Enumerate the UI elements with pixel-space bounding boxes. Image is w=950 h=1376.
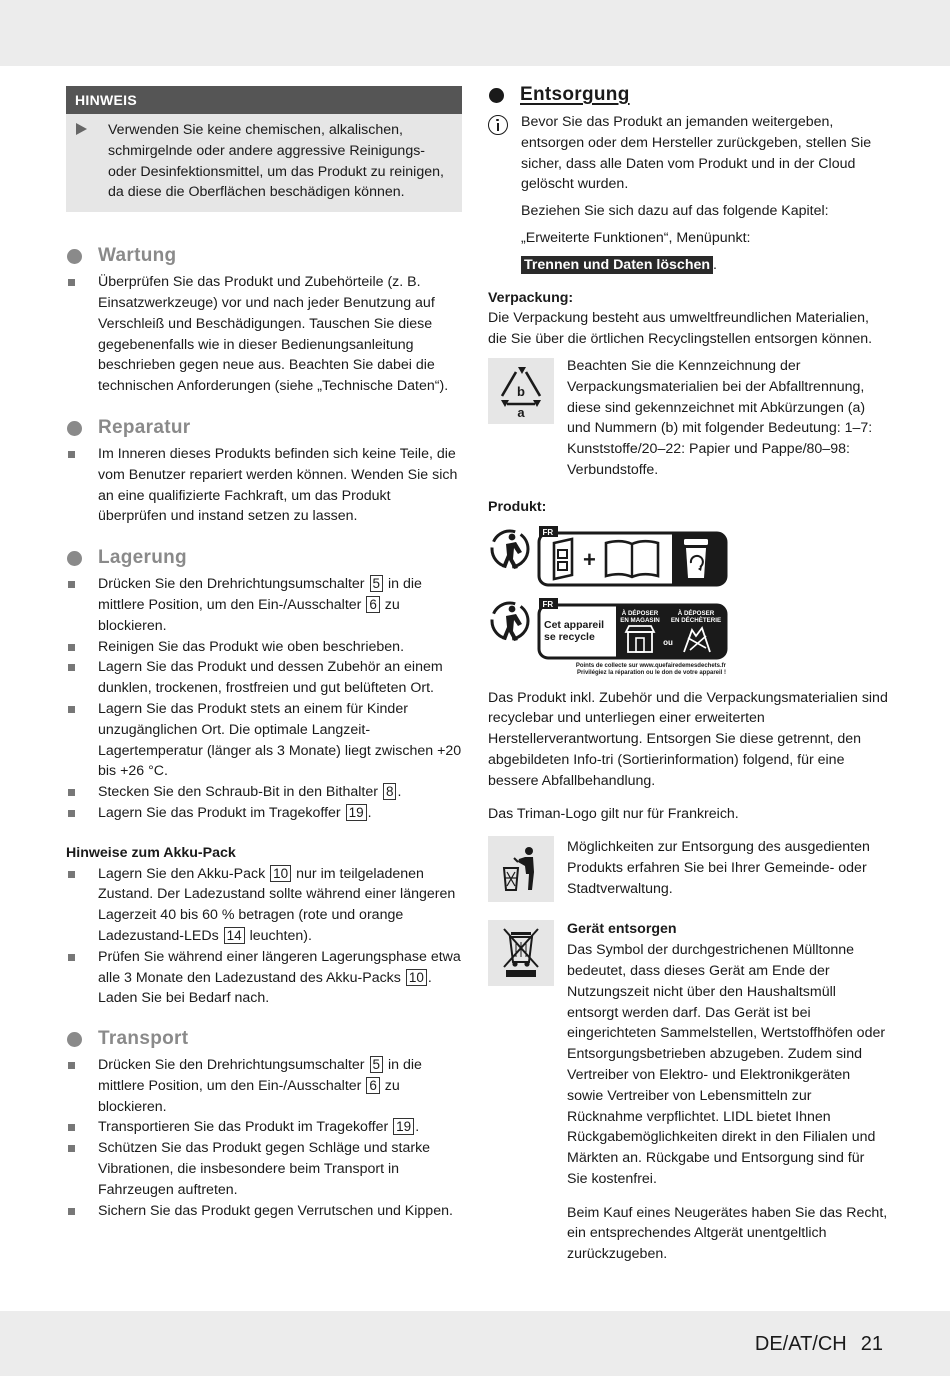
list-item: Stecken Sie den Schraub-Bit in den Bithalter 8 . bbox=[66, 782, 462, 803]
weee-block bbox=[488, 919, 888, 1265]
page-footer bbox=[755, 1331, 883, 1357]
triman-magasin-line1: À DÉPOSER bbox=[621, 609, 659, 617]
bullet-dot-icon bbox=[489, 88, 504, 103]
recycling-symbol-icon bbox=[488, 358, 554, 424]
page-number: 21 bbox=[860, 1333, 883, 1355]
triman-fr-label: FR bbox=[542, 527, 554, 537]
reparatur-list bbox=[66, 444, 462, 527]
entsorgung-title-text: Entsorgung bbox=[520, 84, 630, 105]
section-title-lagerung bbox=[66, 545, 462, 571]
triman-fr-label: FR bbox=[542, 599, 554, 609]
part-reference: 19 bbox=[346, 804, 367, 821]
triman-points-line2: Privilégiez la réparation ou le don de votre appareil ! bbox=[576, 669, 726, 676]
triman-ou-label: ou bbox=[663, 637, 673, 647]
disposal-options-text: Möglichkeiten zur Entsorgung des ausgedienten Produkts erfahren Sie bei Ihrer Gemeinde- oder Stadtverwaltung. bbox=[567, 839, 870, 897]
part-reference: 5 bbox=[370, 1056, 384, 1073]
part-reference: 6 bbox=[366, 596, 380, 613]
list-item: Überprüfen Sie das Produkt und Zubehörteile (z. B. Einsatzwerkzeuge) vor und nach jeder Benutzung auf Verschleiß und Beschädigungen. Tauschen Sie diese gegebenenfalls wie in dieser Bedienungsanleitung beschrieben gegen neue aus. Beachten Sie dabei die technischen Anforderungen (siehe „Technische Daten“). bbox=[66, 272, 462, 397]
triman-note: Das Triman-Logo gilt nur für Frankreich. bbox=[488, 805, 739, 822]
list-item: Lagern Sie das Produkt im Tragekoffer 19 . bbox=[66, 803, 462, 824]
footer-region: DE/AT/CH bbox=[754, 1333, 847, 1355]
plus-icon: + bbox=[583, 546, 596, 572]
triman-appareil-line2: se recycle bbox=[544, 630, 595, 643]
list-item: Sichern Sie das Produkt gegen Verrutschen und Kippen. bbox=[66, 1201, 462, 1222]
list-item: Drücken Sie den Drehrichtungsumschalter 5 in die mittlere Position, um den Ein-/Ausschalter 6 zu blockieren. bbox=[66, 1055, 462, 1117]
bullet-dot-icon bbox=[67, 249, 82, 264]
lagerung-title-text: Lagerung bbox=[98, 547, 187, 569]
triman-magasin-line2: EN MAGASIN bbox=[620, 616, 660, 624]
crossed-bin-icon bbox=[488, 920, 554, 986]
note-title: HINWEIS bbox=[66, 86, 462, 114]
list-item: Drücken Sie den Drehrichtungsumschalter 5 in die mittlere Position, um den Ein-/Ausschalter 6 zu blockieren. bbox=[66, 574, 462, 636]
info-icon bbox=[488, 115, 508, 135]
triman-points-line1: Points de collecte sur www.quefairedemesdechets.fr bbox=[575, 662, 726, 669]
produkt-text: Das Produkt inkl. Zubehör und die Verpackungsmaterialien sind recyclebar und unterliegen einer erweiterten Herstellerverantwortung. Entsorgen Sie diese getrennt, den abgebildeten Info-tri (Sortierinformation) folgend, für eine bessere Abfallbehandlung. bbox=[488, 689, 888, 789]
produkt-heading: Produkt: bbox=[488, 498, 547, 515]
bullet-dot-icon bbox=[67, 551, 82, 566]
chapter-name: „Erweiterte Funktionen“, Menüpunkt: bbox=[521, 229, 751, 246]
list-item: Im Inneren dieses Produkts befinden sich keine Teile, die vom Benutzer repariert werden können. Wenden Sie sich an eine qualifizierte Fachkraft, um das Produkt überprüfen und instand setzen zu lassen. bbox=[66, 444, 462, 527]
part-reference: 19 bbox=[393, 1118, 414, 1135]
part-reference: 10 bbox=[406, 969, 427, 986]
list-item: Transportieren Sie das Produkt im Tragekoffer 19 . bbox=[66, 1117, 462, 1138]
note-box bbox=[66, 86, 462, 212]
geraet-text: Das Symbol der durchgestrichenen Mülltonne bedeutet, dass dieses Gerät am Ende der Nutzungszeit nicht über den Haushaltsmüll entsorgt werden darf. Das Gerät ist bei eingerichteten Sammelstellen, Wertstoffhöfen oder Entsorgungsbetrieben abzugeben. Zudem sind Vertreiber von Elektro- und Elektronikgeräten sowie Vertreiber von Lebensmitteln zur Rücknahme verpflichtet. LIDL bietet Ihnen Rückgabemöglichkeiten direkt in den Filialen und Märkten an. Rückgabe und Entsorgung sind für Sie kostenfrei. bbox=[567, 942, 886, 1187]
list-item: Reinigen Sie das Produkt wie oben beschrieben. bbox=[66, 637, 462, 658]
part-reference: 10 bbox=[270, 865, 291, 882]
recycling-block bbox=[488, 356, 888, 481]
triman-decheterie-line2: EN DÉCHÈTERIE bbox=[670, 616, 722, 624]
left-column bbox=[66, 86, 462, 1221]
triman-decheterie-line1: À DÉPOSER bbox=[677, 609, 715, 617]
menu-item-label: Trennen und Daten löschen bbox=[521, 256, 713, 274]
data-deletion-text: Bevor Sie das Produkt an jemanden weitergeben, entsorgen oder dem Hersteller zurückgeben, stellen Sie sicher, dass alle Daten vom Produkt und in der Cloud gelöscht wurden. bbox=[521, 114, 872, 193]
list-item: Lagern Sie den Akku-Pack 10 nur im teilgeladenen Zustand. Der Ladezustand sollte während einer längeren Lagerzeit 40 bis 60 % betragen (rote und orange Ladezustand-LEDs 14 leuchten). bbox=[66, 864, 462, 947]
bullet-dot-icon bbox=[67, 421, 82, 436]
verpackung-heading: Verpackung: bbox=[488, 289, 574, 306]
disposal-options-block bbox=[488, 837, 888, 903]
recycle-code-a: a bbox=[517, 404, 525, 420]
transport-list bbox=[66, 1055, 462, 1221]
part-reference: 5 bbox=[370, 575, 384, 592]
recycle-code-b: b bbox=[517, 383, 525, 399]
transport-title-text: Transport bbox=[98, 1028, 189, 1050]
akku-list bbox=[66, 864, 462, 1010]
part-reference: 6 bbox=[366, 1077, 380, 1094]
akku-heading: Hinweise zum Akku-Pack bbox=[66, 844, 236, 861]
reparatur-title-text: Reparatur bbox=[98, 416, 191, 438]
triman-person-icon bbox=[492, 531, 528, 569]
bullet-dot-icon bbox=[67, 1032, 82, 1047]
litter-bin-person-icon bbox=[488, 836, 554, 902]
part-reference: 14 bbox=[224, 927, 245, 944]
book-icon bbox=[606, 541, 658, 577]
neugeraet-text: Beim Kauf eines Neugerätes haben Sie das Recht, ein entsprechendes Altgerät unentgeltlich zurückzugeben. bbox=[567, 1204, 888, 1263]
section-title-transport bbox=[66, 1026, 462, 1052]
data-deletion-block bbox=[488, 112, 888, 276]
menu-item-line: Trennen und Daten löschen . bbox=[521, 255, 888, 276]
section-title-wartung bbox=[66, 243, 462, 269]
note-body bbox=[66, 114, 462, 212]
arrow-right-icon bbox=[76, 123, 87, 135]
box-icon bbox=[554, 539, 572, 579]
list-item: Lagern Sie das Produkt stets an einem für Kinder unzugänglichen Ort. Die optimale Langzeit-Lagertemperatur (länger als 3 Monate) liegt zwischen +20 bis +26 °C. bbox=[66, 699, 462, 782]
verpackung-text: Die Verpackung besteht aus umweltfreundlichen Materialien, die Sie über die örtlichen Recyclingstellen entsorgen können. bbox=[488, 310, 873, 348]
list-item: Schützen Sie das Produkt gegen Schläge und starke Vibrationen, die insbesondere beim Transport in Fahrzeugen auftreten. bbox=[66, 1138, 462, 1200]
section-title-reparatur bbox=[66, 415, 462, 441]
chapter-hint: Beziehen Sie sich dazu auf das folgende Kapitel: bbox=[521, 203, 829, 220]
list-item: Prüfen Sie während einer längeren Lagerungsphase etwa alle 3 Monate den Ladezustand des Akku-Packs 10 . Laden Sie bei Bedarf nach. bbox=[66, 947, 462, 1009]
triman-logo bbox=[488, 526, 888, 686]
wartung-title-text: Wartung bbox=[98, 245, 177, 267]
kennzeichnung-text: Beachten Sie die Kennzeichnung der Verpackungsmaterialien bei der Abfalltrennung, diese sind gekennzeichnet mit Abkürzungen (a) und Nummern (b) mit folgender Bedeutung: 1–7: Kunststoffe/20–22: Papier und Pappe/80–98: Verbundstoffe. bbox=[567, 357, 873, 478]
part-reference: 8 bbox=[383, 783, 397, 800]
geraet-heading: Gerät entsorgen bbox=[567, 921, 677, 938]
note-text: Verwenden Sie keine chemischen, alkalischen, schmirgelnde oder andere aggressive Reinigungs- oder Desinfektionsmittel, um das Produkt zu reinigen, da diese die Oberflächen beschädigen können. bbox=[108, 122, 444, 201]
list-item: Lagern Sie das Produkt und dessen Zubehör an einem dunklen, trockenen, frostfreien und gut belüfteten Ort. bbox=[66, 657, 462, 699]
triman-appareil-line1: Cet appareil bbox=[544, 618, 605, 631]
right-column bbox=[488, 82, 888, 1265]
lagerung-list bbox=[66, 574, 462, 824]
section-title-entsorgung bbox=[488, 82, 888, 108]
triman-person-icon bbox=[492, 603, 528, 641]
wartung-list bbox=[66, 272, 462, 397]
top-bar bbox=[0, 0, 950, 66]
